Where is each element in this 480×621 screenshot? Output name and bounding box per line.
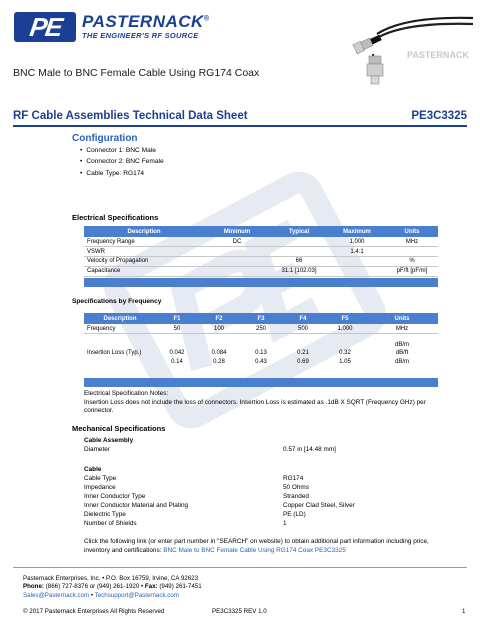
part-info-paragraph (84, 538, 454, 555)
company-logo[interactable] (14, 12, 76, 42)
cable-spec-value: Stranded (283, 493, 309, 500)
frequency-heading: Specifications by Frequency (72, 298, 162, 305)
part-number: PE3C3325 (411, 110, 467, 122)
notes-title: Electrical Specification Notes: (84, 390, 169, 397)
page-number: 1 (462, 608, 466, 615)
cable-spec-label: Number of Shields (84, 520, 137, 527)
product-title: BNC Male to BNC Female Cable Using RG174 Coax (13, 67, 260, 79)
logo-text: PE (27, 12, 63, 42)
image-watermark-text: PASTERNACK (407, 50, 469, 60)
mechanical-heading: Mechanical Specifications (72, 424, 166, 433)
config-item: • Cable Type: RG174 (80, 169, 164, 180)
cable-assembly-heading: Cable Assembly (84, 437, 134, 444)
company-emails: Sales@Pasternack.com • Techsupport@Pasternack.com (23, 592, 179, 599)
table-header-row: Description F1 F2 F3 F4 F5 Units (84, 313, 438, 324)
table-row: Insertion Loss (Typ.) 0.042 0.084 0.13 0.21 0.32 dB/ft (87, 349, 409, 356)
table-header-row (84, 226, 438, 237)
cable-spec-value: 1 (283, 520, 287, 527)
electrical-notes (84, 390, 454, 416)
electrical-table (84, 226, 438, 277)
col-maximum: Maximum (328, 226, 386, 237)
configuration-list (80, 146, 164, 180)
sales-email-link[interactable]: Sales@Pasternack.com (23, 592, 90, 599)
electrical-heading: Electrical Specifications (72, 213, 159, 222)
brand-name: PASTERNACK® (82, 12, 210, 31)
notes-text: Insertion Loss does not include the loss of connectors. Insertion Loss is estimated as .1dB X SQRT (Frequency GHz) per connector. (84, 398, 426, 415)
part-info-text: Click the following link (or enter part number in "SEARCH" on website) to obtain additional part information including price, inventory and certifications: (84, 538, 429, 554)
table-row: Velocity of Propagation 66 % (84, 257, 438, 267)
col-description: Description (84, 226, 204, 237)
cable-heading: Cable (84, 466, 102, 473)
sheet-title: RF Cable Assemblies Technical Data Sheet (13, 110, 248, 122)
col-units: Units (386, 226, 438, 237)
cable-spec-label: Dielectric Type (84, 511, 126, 518)
cable-spec-value: PE (LD) (283, 511, 306, 518)
table-row: Frequency 50 100 250 500 1,000 MHz (84, 324, 438, 334)
frequency-table (84, 313, 438, 367)
table-row: Capacitance 31.1 [102.03] pF/ft [pF/m] (84, 266, 438, 276)
cable-spec-value: 50 Ohms (283, 484, 309, 491)
title-divider (13, 125, 467, 127)
cable-spec-value: RG174 (283, 475, 304, 482)
diameter-label: Diameter (84, 446, 110, 453)
cable-spec-value: Copper Clad Steel, Silver (283, 502, 355, 509)
table-row: Frequency Range DC 1,000 MHz (84, 237, 438, 247)
cable-spec-label: Cable Type (84, 475, 117, 482)
support-email-link[interactable]: Techsupport@Pasternack.com (94, 592, 179, 599)
table-row: 0.14 0.28 0.43 0.69 1.05 dB/m (171, 359, 409, 366)
copyright: © 2017 Pasternack Enterprises All Rights Reserved (23, 608, 165, 615)
product-link[interactable]: BNC Male to BNC Female Cable Using RG174 Coax PE3C3325 (163, 546, 346, 554)
col-typical: Typical (270, 226, 328, 237)
config-item: • Connector 2: BNC Female (80, 157, 164, 168)
company-address: Pasternack Enterprises, Inc. • P.O. Box 16759, Irvine, CA 92623 (23, 575, 199, 582)
footer-divider (13, 567, 467, 568)
cable-spec-label: Inner Conductor Material and Plating (84, 502, 189, 509)
cable-spec-label: Inner Conductor Type (84, 493, 146, 500)
configuration-heading: Configuration (72, 133, 138, 144)
table-row: VSWR 1.4:1 (84, 247, 438, 257)
table-row: dB/m (394, 341, 409, 348)
table-footer-bar (84, 378, 438, 387)
company-phone: Phone: (866) 727-8376 or (949) 261-1920 • Fax: (949) 261-7451 (23, 583, 202, 590)
table-footer-bar (84, 278, 438, 287)
config-item: • Connector 1: BNC Male (80, 146, 164, 157)
brand-tagline: THE ENGINEER'S RF SOURCE (82, 31, 199, 40)
product-image (345, 8, 480, 88)
col-minimum: Minimum (204, 226, 270, 237)
diameter-value: 0.57 in [14.48 mm] (283, 446, 336, 453)
document-revision: PE3C3325 REV 1.0 (212, 608, 267, 615)
cable-spec-label: Impedance (84, 484, 116, 491)
